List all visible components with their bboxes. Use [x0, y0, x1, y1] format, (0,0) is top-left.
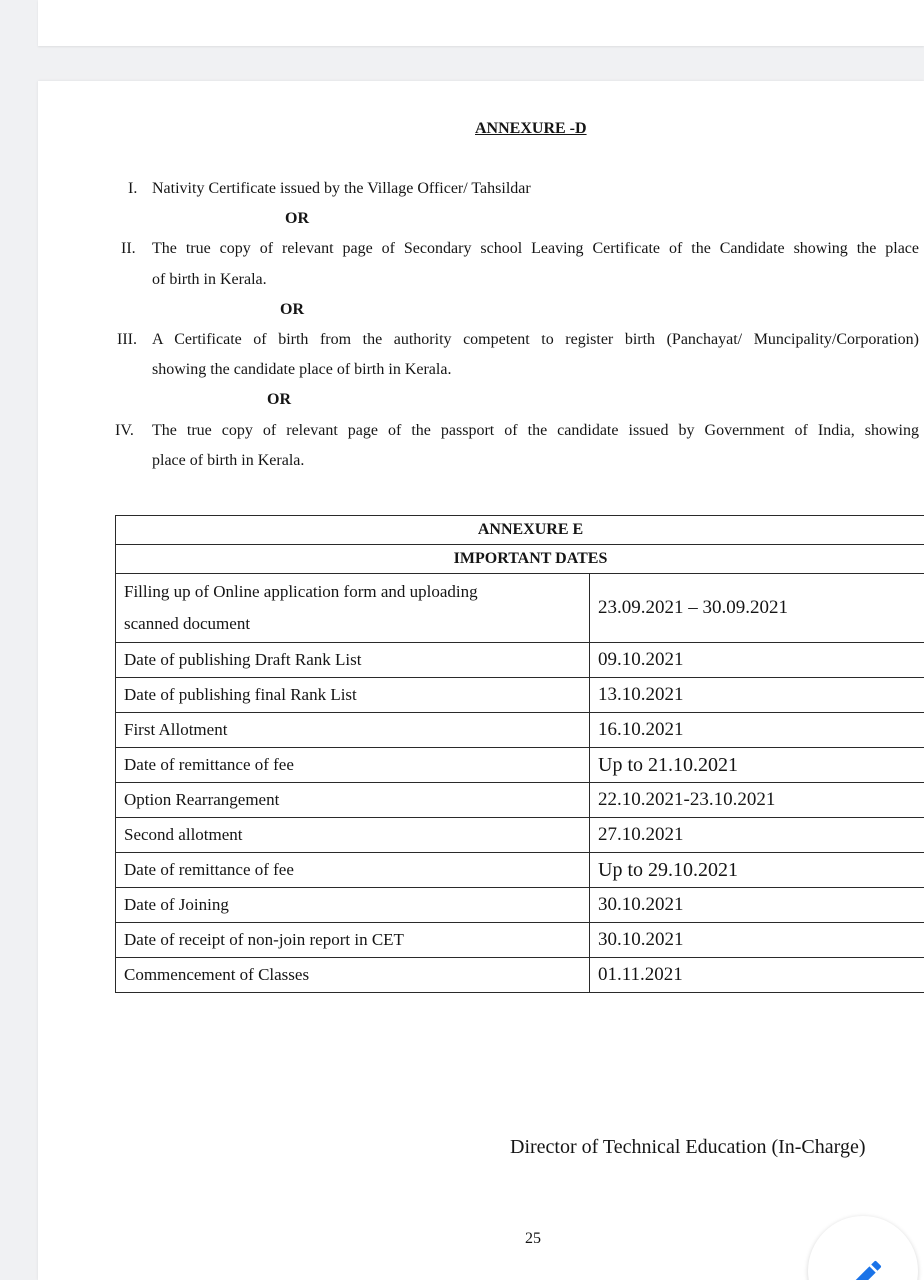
important-dates-heading: IMPORTANT DATES: [116, 545, 924, 574]
table-title-row: [116, 516, 924, 545]
annexure-e-title: ANNEXURE E: [116, 516, 924, 545]
event-cell: First Allotment: [116, 713, 590, 748]
signature-block: Director of Technical Education (In-Charge): [510, 1136, 866, 1158]
pencil-shape: [851, 1261, 881, 1280]
item-3-line-1: A Certificate of birth from the authority competent to register birth (Panchayat/ Muncipality/Corporation): [152, 331, 919, 348]
date-cell: 27.10.2021: [590, 818, 924, 853]
event-cell: Option Rearrangement: [116, 783, 590, 818]
event-cell: Date of receipt of non-join report in CET: [116, 923, 590, 958]
date-cell: 23.09.2021 – 30.09.2021: [590, 574, 924, 643]
table-row: [116, 783, 924, 818]
event-cell: Date of Joining: [116, 888, 590, 923]
date-cell: 30.10.2021: [590, 923, 924, 958]
event-text: Filling up of Online application form and uploading: [124, 582, 478, 601]
date-cell: 13.10.2021: [590, 678, 924, 713]
important-dates-table: [115, 515, 924, 993]
item-number-1: I.: [128, 180, 138, 197]
pencil-edit-icon: [846, 1256, 886, 1280]
table-row: [116, 923, 924, 958]
edit-fab-button[interactable]: [808, 1216, 918, 1280]
or-separator-3: OR: [267, 391, 291, 408]
date-cell: 30.10.2021: [590, 888, 924, 923]
item-2-line-2: of birth in Kerala.: [152, 271, 267, 288]
date-cell: Up to 21.10.2021: [590, 748, 924, 783]
document-page: [38, 81, 924, 1280]
event-cell: Date of publishing Draft Rank List: [116, 643, 590, 678]
date-cell: 16.10.2021: [590, 713, 924, 748]
or-separator-2: OR: [280, 301, 304, 318]
item-4-line-2: place of birth in Kerala.: [152, 452, 305, 469]
or-separator-1: OR: [285, 210, 309, 227]
table-row: [116, 853, 924, 888]
event-cell: Commencement of Classes: [116, 958, 590, 993]
event-cell: Date of remittance of fee: [116, 853, 590, 888]
event-text-line-2: scanned document: [124, 614, 251, 633]
table-row: [116, 888, 924, 923]
item-4-line-1: The true copy of relevant page of the passport of the candidate issued by Government of India, showing: [152, 422, 919, 439]
item-number-4: IV.: [115, 422, 134, 439]
item-1-line-1: Nativity Certificate issued by the Village Officer/ Tahsildar: [152, 180, 531, 197]
date-cell: 09.10.2021: [590, 643, 924, 678]
event-cell: Second allotment: [116, 818, 590, 853]
date-cell: 22.10.2021-23.10.2021: [590, 783, 924, 818]
table-row: [116, 958, 924, 993]
item-3-line-2: showing the candidate place of birth in Kerala.: [152, 361, 452, 378]
page-number: 25: [525, 1230, 541, 1247]
item-number-2: II.: [121, 240, 136, 257]
table-row: [116, 713, 924, 748]
previous-page-strip: [38, 0, 924, 46]
annexure-d-title: ANNEXURE -D: [475, 120, 587, 137]
item-2-line-1: The true copy of relevant page of Secondary school Leaving Certificate of the Candidate showing the place: [152, 240, 919, 257]
table-row: [116, 818, 924, 853]
table-row: [116, 678, 924, 713]
date-cell: Up to 29.10.2021: [590, 853, 924, 888]
date-cell: 01.11.2021: [590, 958, 924, 993]
event-cell: Date of remittance of fee: [116, 748, 590, 783]
table-subtitle-row: [116, 545, 924, 574]
event-cell: [116, 574, 590, 643]
event-cell: Date of publishing final Rank List: [116, 678, 590, 713]
table-row: [116, 748, 924, 783]
table-row: [116, 643, 924, 678]
item-number-3: III.: [117, 331, 137, 348]
table-row: [116, 574, 924, 643]
